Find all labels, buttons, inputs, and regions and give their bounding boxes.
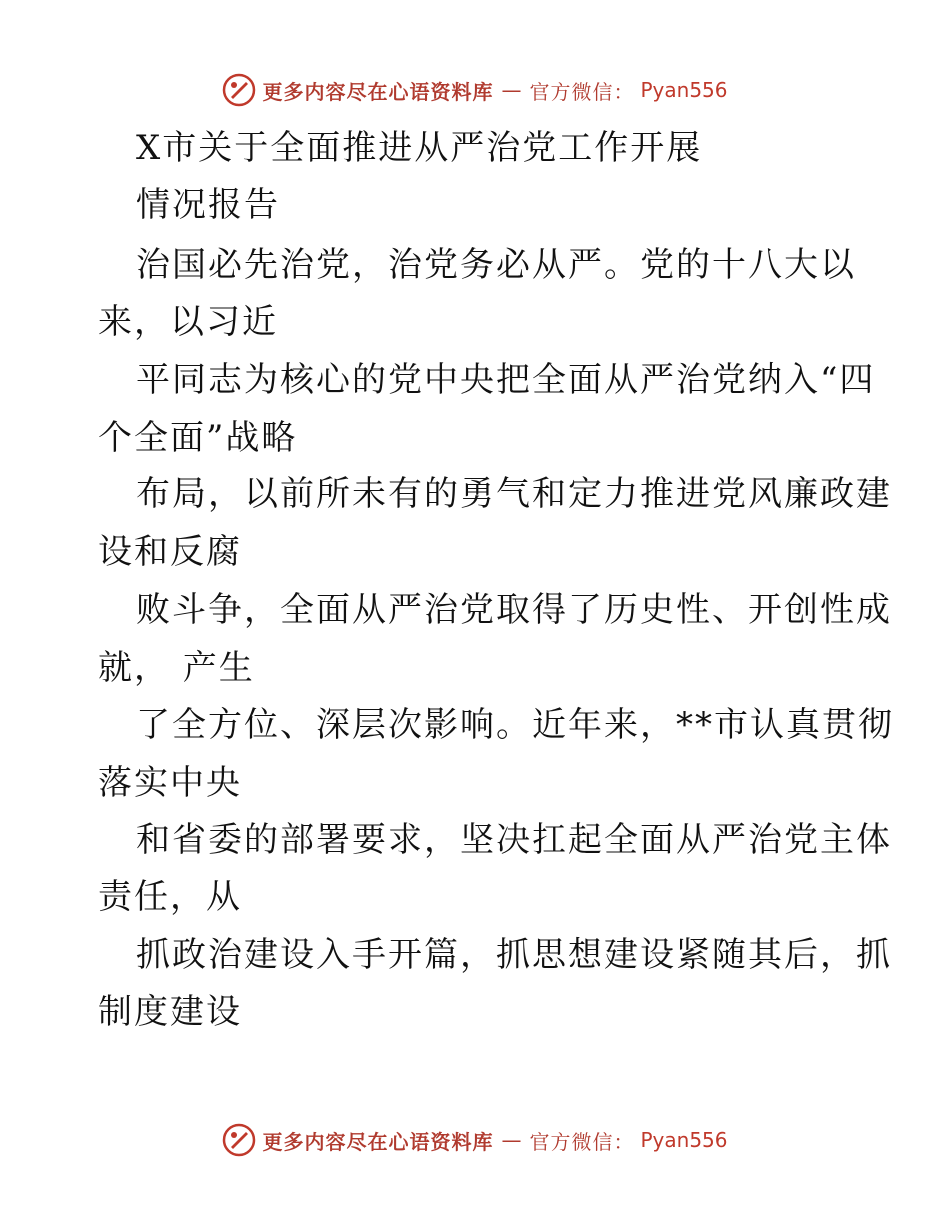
brand-logo-icon: [222, 73, 256, 107]
body-line: 平同志为核心的党中央把全面从严治党纳入“四: [136, 360, 876, 400]
watermark-id: Pyan556: [640, 1128, 728, 1152]
body-line: 布局，以前所未有的勇气和定力推进党风廉政建: [136, 474, 892, 514]
watermark-title: 更多内容尽在心语资料库: [262, 79, 494, 104]
body-line: 来，以习近: [98, 302, 278, 342]
brand-logo-icon: [222, 1123, 256, 1157]
document-title-line-2: 情况报告: [136, 185, 280, 225]
watermark-banner-top: [0, 70, 950, 110]
watermark-dash: —: [501, 78, 522, 102]
watermark-tail: 官方微信：: [529, 1129, 635, 1154]
body-line: 制度建设: [98, 992, 242, 1032]
body-line: 就， 产生: [98, 648, 255, 688]
body-line: 设和反腐: [98, 532, 242, 572]
watermark-title: 更多内容尽在心语资料库: [262, 1129, 494, 1154]
watermark-id: Pyan556: [640, 78, 728, 102]
body-line: 了全方位、深层次影响。近年来，**市认真贯彻: [136, 705, 894, 745]
body-line: 败斗争，全面从严治党取得了历史性、开创性成: [136, 590, 892, 630]
document-title-line-1: X市关于全面推进从严治党工作开展: [136, 128, 703, 168]
watermark-banner-bottom: [0, 1120, 950, 1160]
body-line: 和省委的部署要求，坚决扛起全面从严治党主体: [136, 820, 892, 860]
watermark-dash: —: [501, 1128, 522, 1152]
watermark-tail: 官方微信：: [529, 79, 635, 104]
body-line: 个全面”战略: [98, 418, 298, 458]
body-line: 责任，从: [98, 877, 242, 917]
body-line: 落实中央: [98, 763, 242, 803]
body-line: 治国必先治党，治党务必从严。党的十八大以: [136, 245, 856, 285]
body-line: 抓政治建设入手开篇，抓思想建设紧随其后，抓: [136, 935, 892, 975]
